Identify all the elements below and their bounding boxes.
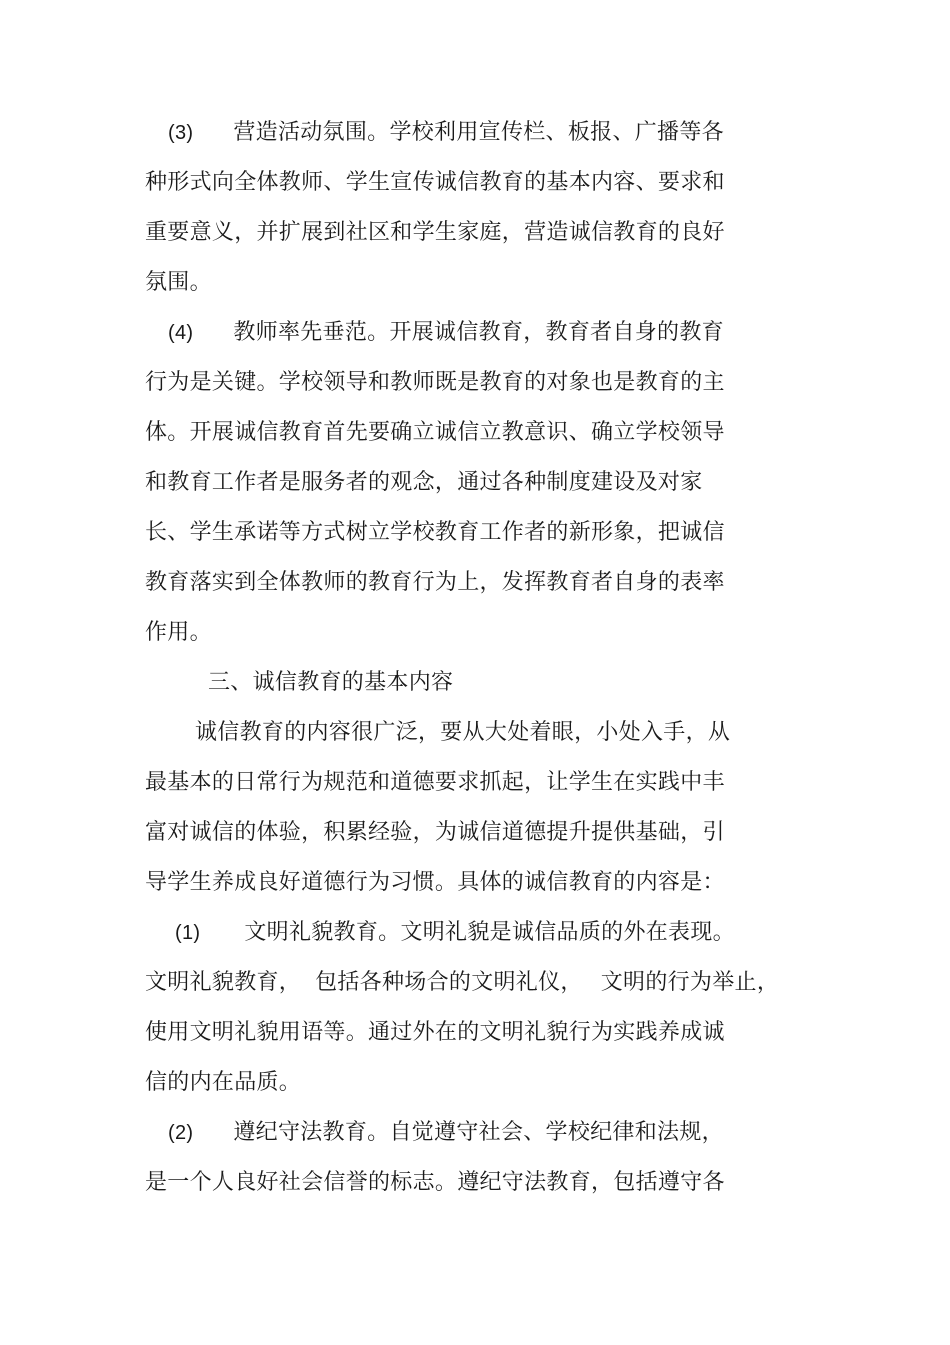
section-heading: 三、诚信教育的基本内容 — [208, 670, 454, 695]
paragraph-1-line-2 — [145, 968, 779, 998]
line-text: 文明礼貌教育。文明礼貌是诚信品质的外在表现。 — [244, 920, 735, 945]
paragraph-1-line-3: 使用文明礼貌用语等。通过外在的文明礼貌行为实践养成诚 — [145, 1020, 725, 1045]
intro-line-4: 导学生养成良好道德行为习惯。具体的诚信教育的内容是： — [145, 870, 725, 895]
paragraph-3-line-4: 氛围。 — [145, 270, 212, 295]
item-number: (3) — [168, 122, 194, 144]
paragraph-1-line-4: 信的内在品质。 — [145, 1070, 302, 1095]
paragraph-4-line-5: 长、学生承诺等方式树立学校教育工作者的新形象，把诚信 — [145, 520, 725, 545]
line-text: 教师率先垂范。开展诚信教育，教育者自身的教育 — [233, 320, 724, 345]
item-number: (2) — [168, 1122, 194, 1144]
line-text: 遵纪守法教育。自觉遵守社会、学校纪律和法规， — [233, 1120, 724, 1145]
paragraph-4-line-3: 体。开展诚信教育首先要确立诚信立教意识、确立学校领导 — [145, 420, 725, 445]
line-text: 营造活动氛围。学校利用宣传栏、板报、广播等各 — [233, 120, 724, 145]
line-part: 文明礼貌教育， — [145, 970, 302, 995]
paragraph-2-line-2: 是一个人良好社会信誉的标志。遵纪守法教育，包括遵守各 — [145, 1170, 725, 1195]
line-part: 包括各种场合的文明礼仪， — [315, 970, 583, 995]
item-number: (4) — [168, 322, 194, 344]
item-number: (1) — [175, 922, 201, 944]
paragraph-3-line-1 — [168, 118, 724, 148]
intro-line-1: 诚信教育的内容很广泛，要从大处着眼，小处入手，从 — [195, 720, 731, 745]
intro-line-3: 富对诚信的体验，积累经验，为诚信道德提升提供基础，引 — [145, 820, 725, 845]
line-part: 文明的行为举止， — [600, 970, 780, 995]
paragraph-4-line-2: 行为是关键。学校领导和教师既是教育的对象也是教育的主 — [145, 370, 725, 395]
paragraph-3-line-2: 种形式向全体教师、学生宣传诚信教育的基本内容、要求和 — [145, 170, 725, 195]
paragraph-4-line-7: 作用。 — [145, 620, 212, 645]
paragraph-4-line-1 — [168, 318, 724, 348]
paragraph-2-line-1 — [168, 1118, 724, 1148]
intro-line-2: 最基本的日常行为规范和道德要求抓起，让学生在实践中丰 — [145, 770, 725, 795]
paragraph-3-line-3: 重要意义，并扩展到社区和学生家庭，营造诚信教育的良好 — [145, 220, 725, 245]
paragraph-4-line-6: 教育落实到全体教师的教育行为上，发挥教育者自身的表率 — [145, 570, 725, 595]
paragraph-4-line-4: 和教育工作者是服务者的观念，通过各种制度建设及对家 — [145, 470, 703, 495]
paragraph-1-line-1 — [175, 918, 735, 948]
